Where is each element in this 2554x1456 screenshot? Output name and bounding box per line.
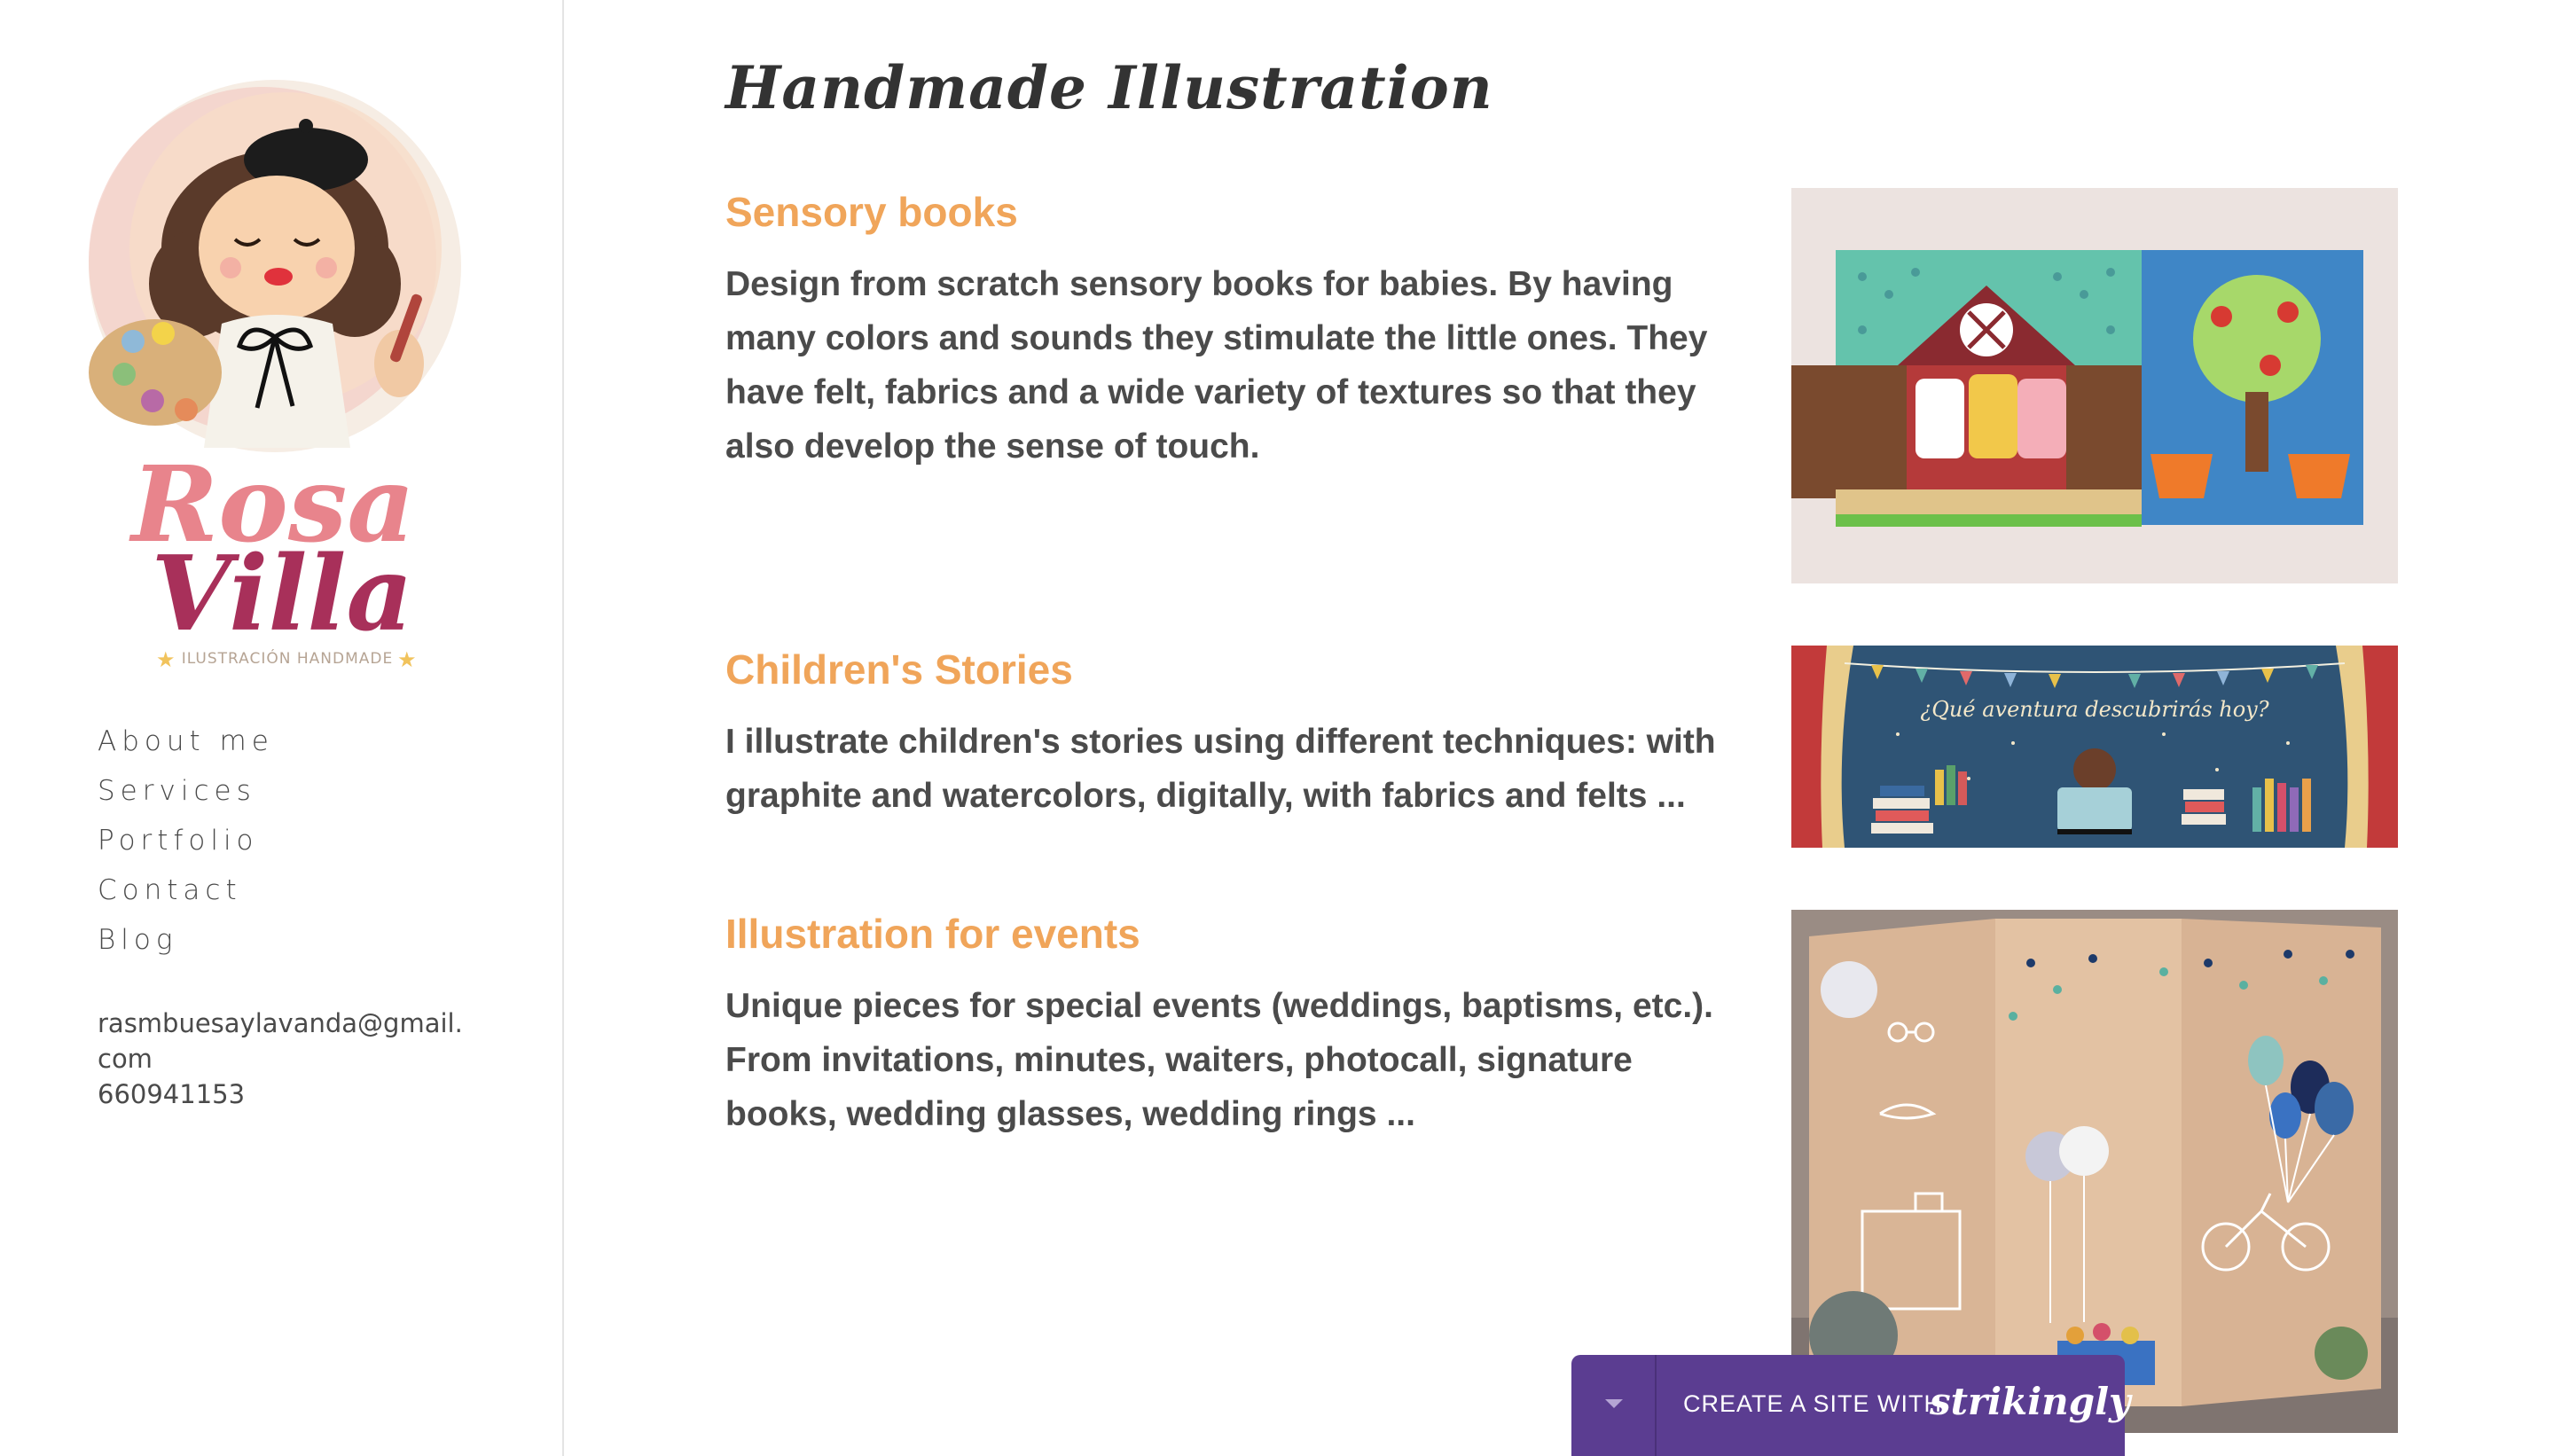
nav-item-about-me[interactable]: About me	[98, 725, 274, 757]
main-content	[564, 0, 2554, 1456]
service-title-illustration-for-events: Illustration for events	[725, 911, 1140, 957]
sidebar-nav	[98, 716, 274, 965]
service-description-sensory-books: Design from scratch sensory books for babies. By having many colors and sounds they stimulate the little ones. They have felt, fabrics and a wide variety of textures so that they also develop the sense of touch.	[725, 265, 1708, 466]
logo-tagline: ILUSTRACIÓN HANDMADE	[181, 650, 394, 668]
section-title: Handmade Illustration	[725, 53, 1493, 122]
nav-item-contact[interactable]: Contact	[98, 874, 242, 906]
childrens-stories-image	[1791, 646, 2398, 848]
service-description-childrens-stories: I illustrate children's stories using different techniques: with graphite and watercolors, digitally, with fabrics and felts ...	[725, 723, 1716, 815]
nav-item-services[interactable]: Services	[98, 775, 256, 807]
sidebar	[0, 0, 564, 1456]
service-title-childrens-stories: Children's Stories	[725, 646, 1073, 693]
logo-name-line2: Villa	[151, 534, 413, 654]
banner-collapse-button[interactable]	[1571, 1355, 1657, 1456]
contact-phone-link[interactable]: 660941153	[98, 1079, 246, 1109]
contact-info	[98, 1006, 470, 1112]
site-logo[interactable]	[89, 71, 479, 674]
sensory-book-image	[1791, 188, 2398, 583]
banner-cta-text: CREATE A SITE WITH	[1683, 1390, 1943, 1417]
strikingly-logo: strikingly	[1930, 1380, 2131, 1423]
chevron-down-icon	[1605, 1399, 1623, 1410]
logo-name-line1: Rosa	[131, 442, 415, 566]
logo-illustration	[89, 71, 479, 674]
contact-email-link[interactable]: rasmbuesaylavanda@gmail.com	[98, 1008, 463, 1074]
service-description-illustration-for-events: Unique pieces for special events (weddings, baptisms, etc.). From invitations, minutes, waiters, photocall, signature books, wedding glasses, wedding rings ...	[725, 987, 1713, 1133]
strikingly-banner[interactable]	[1571, 1355, 2131, 1456]
nav-item-blog[interactable]: Blog	[98, 924, 178, 956]
star-icon: ★	[156, 647, 176, 672]
star-icon: ★	[397, 647, 417, 672]
service-title-sensory-books: Sensory books	[725, 189, 1018, 235]
story-banner-caption: ¿Qué aventura descubrirás hoy?	[1920, 697, 2269, 722]
nav-item-portfolio[interactable]: Portfolio	[98, 825, 259, 857]
